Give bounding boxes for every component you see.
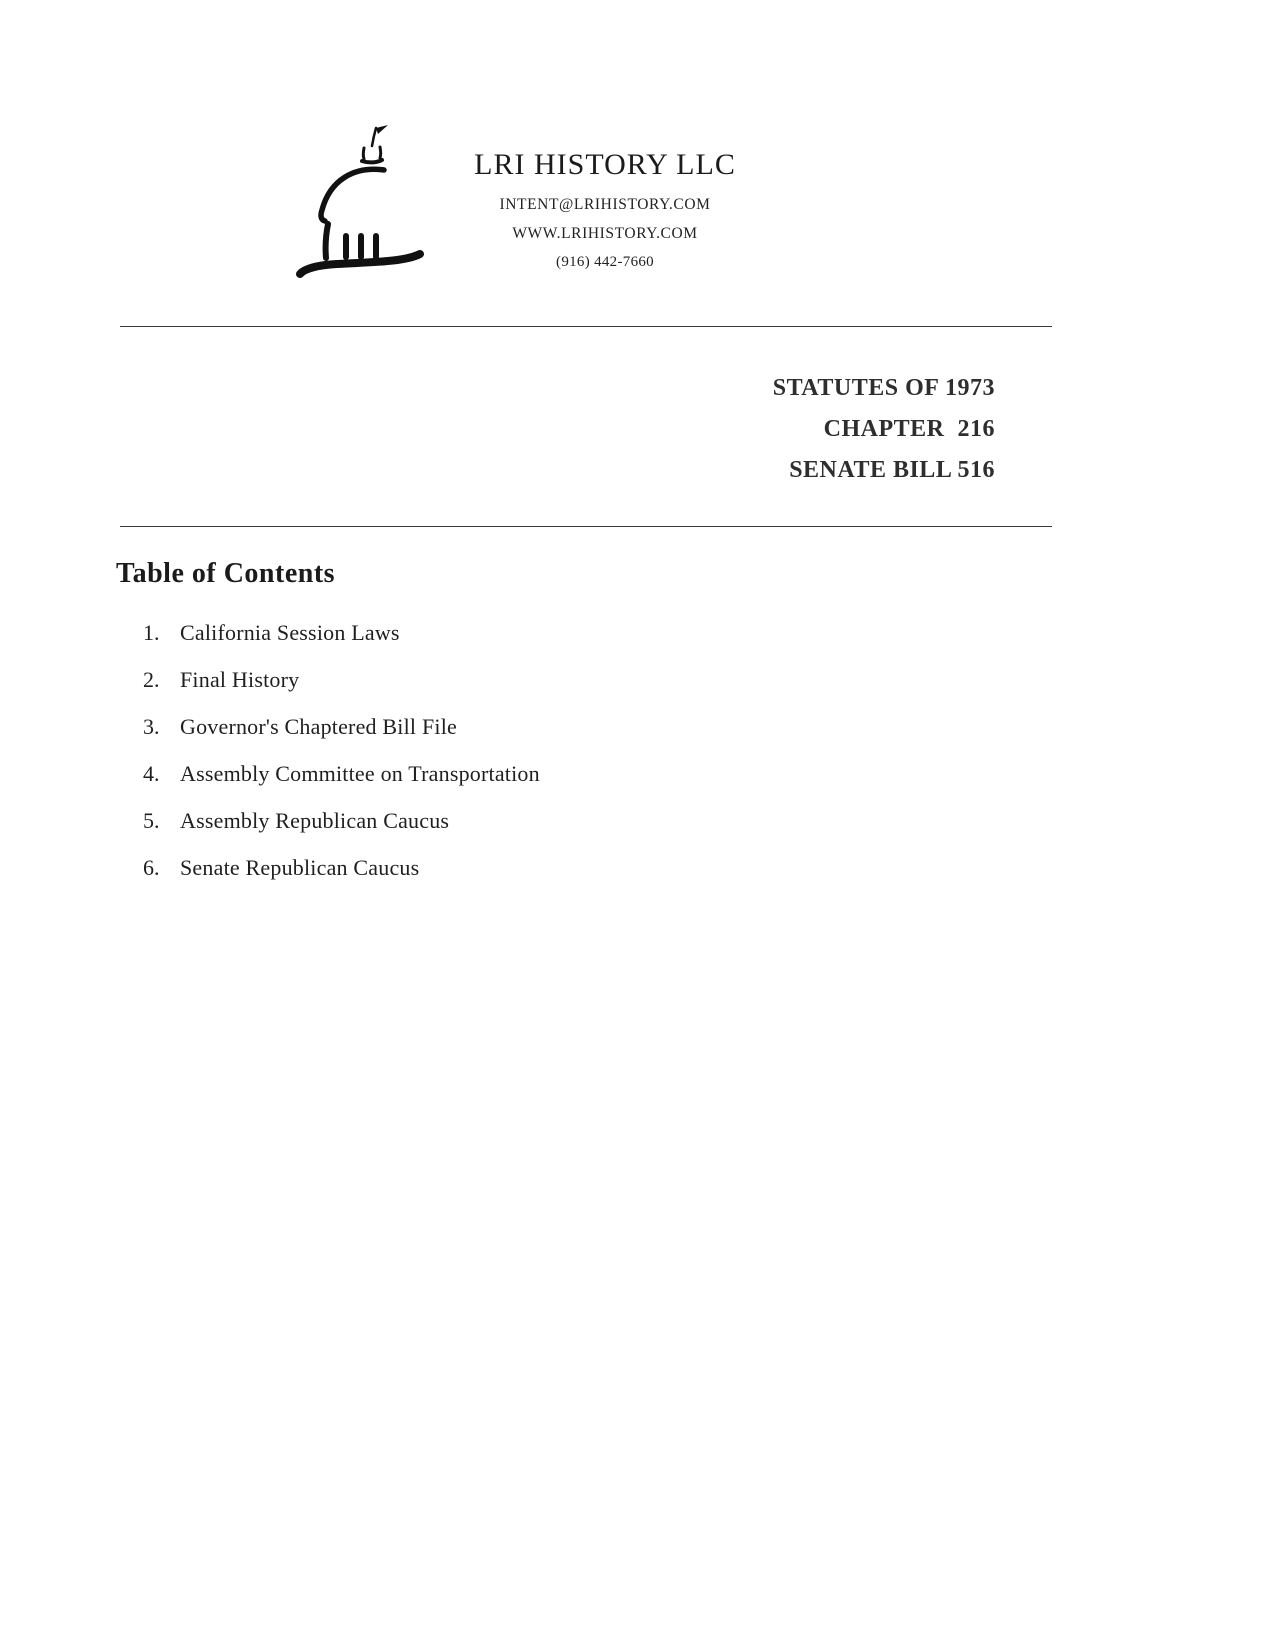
toc-heading: Table of Contents <box>116 558 336 589</box>
title-block <box>773 368 995 491</box>
toc-list <box>143 620 843 902</box>
toc-item-number: 6. <box>143 855 160 880</box>
chapter-title: CHAPTER 216 <box>823 416 995 442</box>
toc-item-label: California Session Laws <box>180 620 400 645</box>
toc-item <box>143 714 843 761</box>
company-website: WWW.LRIHISTORY.COM <box>512 225 698 242</box>
toc-item <box>143 761 843 808</box>
toc-item <box>143 620 843 667</box>
toc-item-label: Senate Republican Caucus <box>180 855 420 880</box>
company-name: LRI HISTORY LLC <box>474 148 736 181</box>
toc-item-label: Governor's Chaptered Bill File <box>180 714 457 739</box>
toc-item-label: Final History <box>180 667 300 692</box>
letterhead <box>420 148 790 271</box>
toc-item-number: 1. <box>143 620 160 645</box>
statutes-title: STATUTES OF 1973 <box>772 375 995 401</box>
capitol-dome-icon <box>292 122 432 287</box>
toc-item-number: 3. <box>143 714 160 739</box>
capitol-logo <box>292 122 432 287</box>
toc-item-number: 2. <box>143 667 160 692</box>
toc-item <box>143 855 843 902</box>
company-phone: (916) 442-7660 <box>556 254 654 270</box>
toc-item-number: 5. <box>143 808 160 833</box>
divider-top <box>120 326 1052 327</box>
divider-bottom <box>120 526 1052 527</box>
toc-item-number: 4. <box>143 761 160 786</box>
toc-item <box>143 808 843 855</box>
toc-item-label: Assembly Republican Caucus <box>180 808 450 833</box>
toc-item <box>143 667 843 714</box>
toc-item-label: Assembly Committee on Transportation <box>180 761 540 786</box>
senate-bill-title: SENATE BILL 516 <box>789 457 995 483</box>
company-email: INTENT@LRIHISTORY.COM <box>499 196 711 213</box>
